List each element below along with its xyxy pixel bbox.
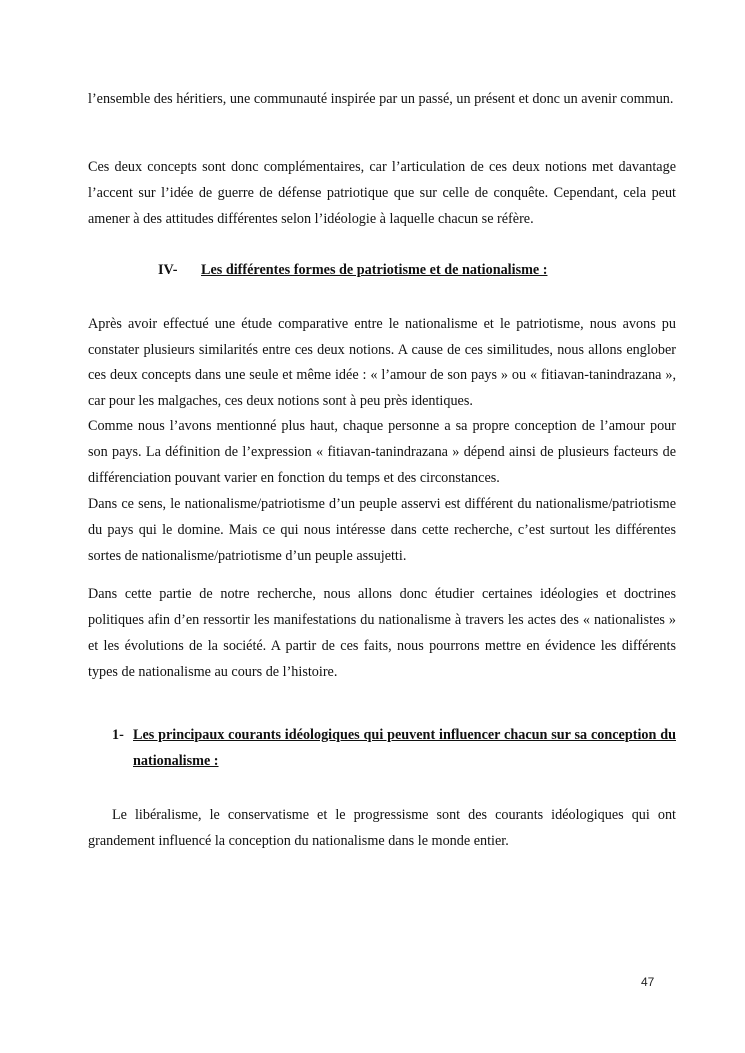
section-heading — [158, 259, 547, 281]
paragraph-comparative-study-part2: Comme nous l’avons mentionné plus haut, chaque personne a sa propre conception de l’amour pour son pays. La définition de l’expression « fitiavan-tanindrazana » dépend ainsi de plusieurs facteurs de différenciation pouvant varier en fonction du temps et des circonstances. — [88, 418, 676, 486]
subsection-heading — [112, 722, 676, 774]
paragraph-ideological-currents: Le libéralisme, le conservatisme et le progressisme sont des courants idéologiques qui ont grandement influencé la conception du nationalisme dans le monde entier. — [88, 807, 676, 849]
paragraph-comparative-study — [88, 312, 676, 491]
subsection-title: Les principaux courants idéologiques qui peuvent influencer chacun sur sa conception du nationalisme : — [133, 727, 676, 769]
paragraph-enslaved-people: Dans ce sens, le nationalisme/patriotisme d’un peuple asservi est différent du nationalisme/patriotisme du pays qui le domine. Mais ce qui nous intéresse dans cette recherche, c’est surtout les différentes sortes de nationalisme/patriotisme d’un peuple assujetti. — [88, 496, 676, 564]
section-title: Les différentes formes de patriotisme et de nationalisme : — [201, 262, 548, 278]
page-number: 47 — [641, 975, 655, 989]
subsection-number: 1- — [112, 727, 124, 743]
section-number: IV- — [158, 262, 178, 278]
paragraph-complementary-concepts: Ces deux concepts sont donc complémentaires, car l’articulation de ces deux notions met davantage l’accent sur l’idée de guerre de défense patriotique que sur celle de conquête. Cependant, cela peut amener à des attitudes différentes selon l’idéologie à laquelle chacun se réfère. — [88, 159, 676, 227]
paragraph-research-part: Dans cette partie de notre recherche, nous allons donc étudier certaines idéologies et doctrines politiques afin d’en ressortir les manifestations du nationalisme à travers les actes des « nationalistes » et les évolutions de la société. A partir de ces faits, nous pourrons mettre en évidence les différents types de nationalisme au cours de l’histoire. — [88, 586, 676, 680]
paragraph-intro-continuation: l’ensemble des héritiers, une communauté inspirée par un passé, un présent et donc un avenir commun. — [88, 91, 674, 107]
paragraph-comparative-study-part1: Après avoir effectué une étude comparative entre le nationalisme et le patriotisme, nous avons pu constater plusieurs similarités entre ces deux notions. A cause de ces similitudes, nous allons englober ces deux concepts dans une seule et même idée : « l’amour de son pays » ou « fitiavan-tanindrazana », car pour les malgaches, ces deux notions sont à peu près identiques. — [88, 316, 676, 409]
